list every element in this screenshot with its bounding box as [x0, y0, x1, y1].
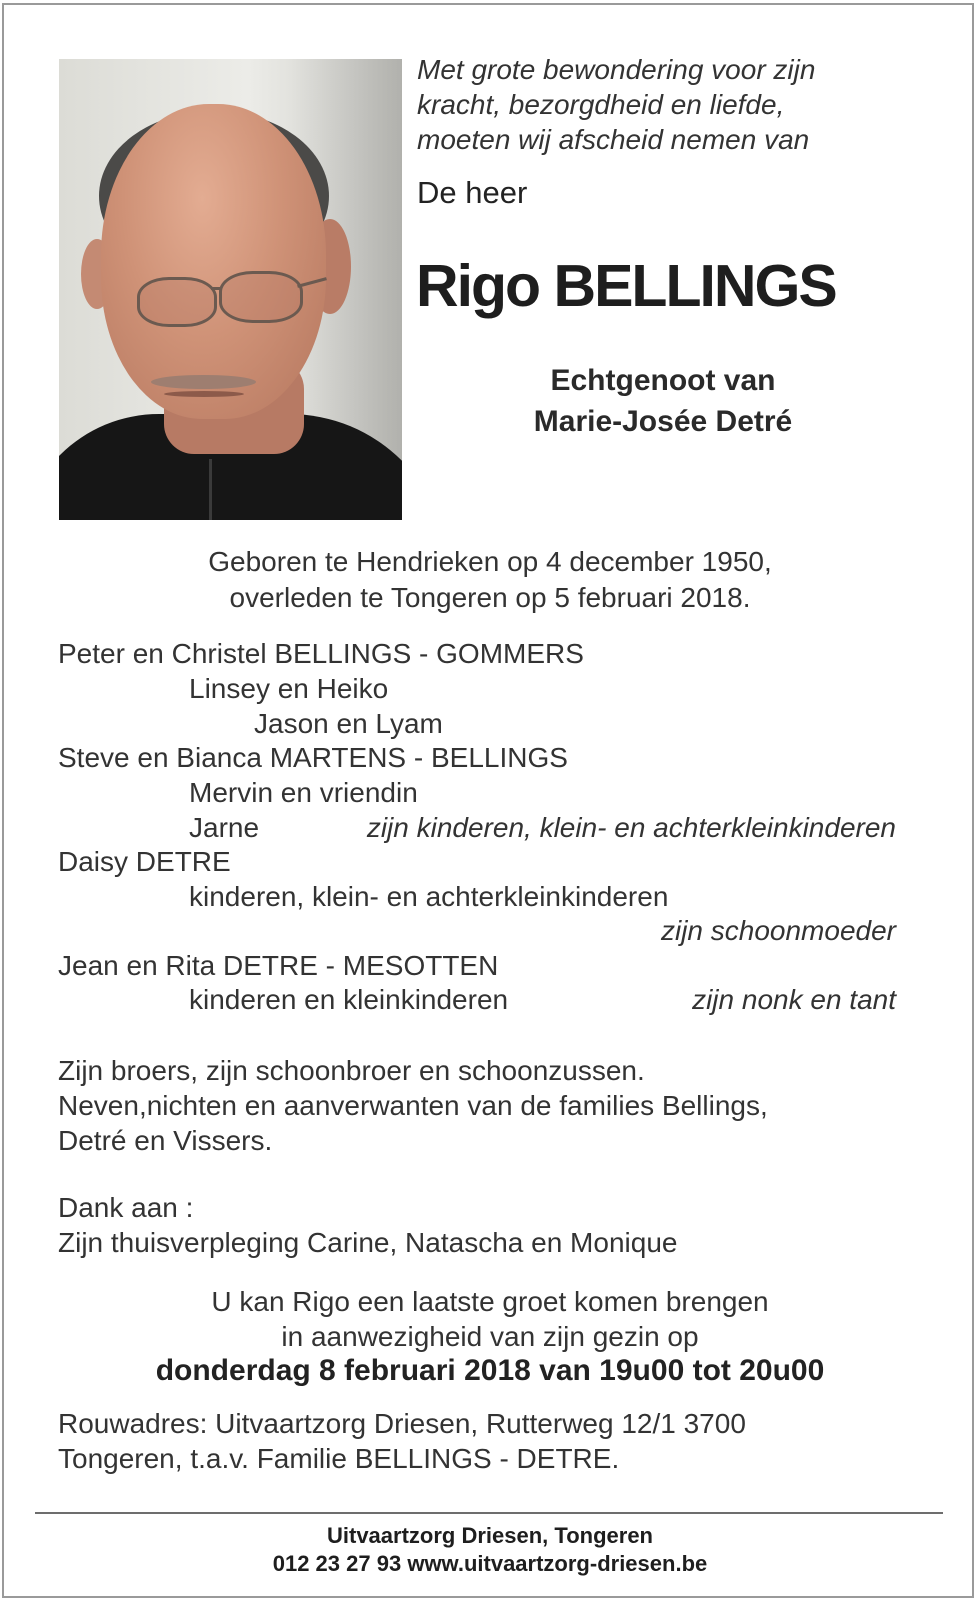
footer-contact [0, 1551, 980, 1577]
portrait-photo [59, 59, 402, 520]
address-block [58, 1406, 746, 1476]
spouse-block [420, 360, 906, 442]
footer-divider [35, 1512, 943, 1514]
relatives-line: Detré en Vissers. [58, 1125, 273, 1156]
family-name: Peter en Christel BELLINGS - GOMMERS [58, 638, 584, 669]
spouse-line: Marie-Josée Detré [533, 405, 793, 438]
relatives-line: Zijn broers, zijn schoonbroer en schoonzussen. [58, 1055, 645, 1086]
footer-company: Uitvaartzorg Driesen, Tongeren [327, 1523, 653, 1548]
birth-line: Geboren te Hendrieken op 4 december 1950, [208, 546, 772, 577]
relatives-block [58, 1053, 768, 1158]
family-relation: zijn kinderen, klein- en achterkleinkinderen [366, 812, 896, 843]
family-name: Jason en Lyam [254, 708, 443, 739]
deceased-name: Rigo BELLINGS [416, 253, 836, 319]
farewell-line: U kan Rigo een laatste groet komen brengen [211, 1286, 769, 1317]
family-relation: zijn schoonmoeder [660, 915, 896, 946]
family-name: Jean en Rita DETRE - MESOTTEN [58, 950, 499, 981]
address-line: Rouwadres: Uitvaartzorg Driesen, Rutterweg 12/1 3700 [58, 1408, 746, 1439]
intro-text [417, 52, 815, 157]
farewell-line: in aanwezigheid van zijn gezin op [281, 1321, 699, 1352]
intro-line: Met grote bewondering voor zijn [417, 54, 816, 85]
spouse-line: Echtgenoot van [550, 364, 776, 397]
glasses-right [219, 271, 303, 323]
face [101, 104, 326, 419]
relatives-line: Neven,nichten en aanverwanten van de families Bellings, [58, 1090, 768, 1121]
intro-line: kracht, bezorgdheid en liefde, [417, 89, 785, 120]
intro-line: moeten wij afscheid nemen van [417, 124, 810, 155]
farewell-date: donderdag 8 februari 2018 van 19u00 tot 20u00 [155, 1354, 825, 1387]
glasses-left [137, 277, 217, 327]
family-name: Jarne [189, 812, 260, 843]
family-name: Daisy DETRE [58, 846, 231, 877]
address-line: Tongeren, t.a.v. Familie BELLINGS - DETRE. [58, 1443, 620, 1474]
footer-website: www.uitvaartzorg-driesen.be [407, 1551, 708, 1576]
family-relation: zijn nonk en tant [692, 984, 896, 1015]
footer-phone: 012 23 27 93 [272, 1551, 402, 1576]
family-name: kinderen en kleinkinderen [189, 984, 509, 1015]
thanks-block [58, 1190, 677, 1260]
farewell-block [0, 1284, 980, 1354]
thanks-heading: Dank aan : [58, 1192, 194, 1223]
family-name: kinderen, klein- en achterkleinkinderen [189, 881, 669, 912]
death-line: overleden te Tongeren op 5 februari 2018. [229, 582, 751, 613]
birth-death-dates [0, 544, 980, 616]
thanks-line: Zijn thuisverpleging Carine, Natascha en Monique [58, 1227, 678, 1258]
salutation: De heer [417, 175, 528, 210]
family-name: Mervin en vriendin [189, 777, 418, 808]
family-name: Steve en Bianca MARTENS - BELLINGS [58, 742, 568, 773]
family-name: Linsey en Heiko [189, 673, 389, 704]
